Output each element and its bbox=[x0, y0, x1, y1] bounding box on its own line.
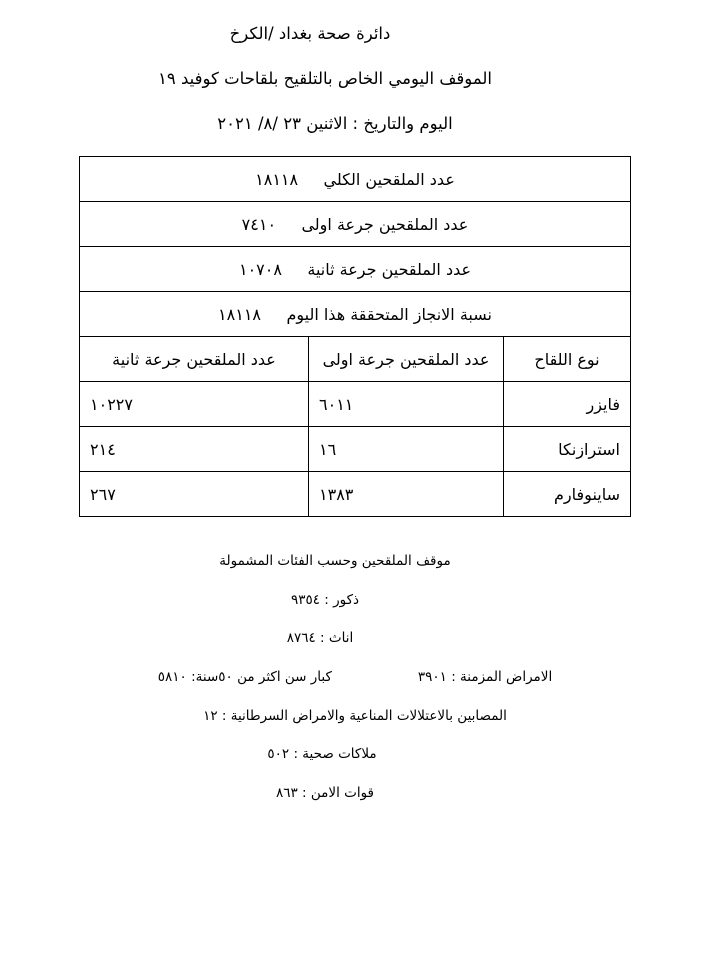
document-header bbox=[36, 22, 674, 136]
table-row bbox=[80, 382, 631, 427]
summary-row-total bbox=[80, 157, 631, 202]
footer-chronic: الامراض المزمنة : ٣٩٠١ bbox=[417, 669, 553, 686]
column-header-vaccine: نوع اللقاح bbox=[504, 337, 631, 382]
cell-dose2-count: ١٠٢٢٧ bbox=[80, 382, 309, 427]
footer-immuno: المصابين بالاعتلالات المناعية والامراض السرطانية : ١٢ bbox=[203, 707, 507, 724]
header-report-title: الموقف اليومي الخاص بالتلقيح بلقاحات كوفيد ١٩ bbox=[158, 68, 492, 88]
summary-dose2-value: ١٠٧٠٨ bbox=[238, 259, 282, 279]
cell-vaccine-name: استرازنكا bbox=[504, 427, 631, 472]
footer-title: موقف الملقحين وحسب الفئات المشمولة bbox=[219, 553, 451, 570]
summary-row-daily-rate bbox=[80, 292, 631, 337]
summary-cell-total bbox=[80, 157, 631, 202]
summary-dose1-value: ٧٤١٠ bbox=[241, 214, 277, 234]
cell-vaccine-name: فايزر bbox=[504, 382, 631, 427]
footer-health-staff: ملاكات صحية : ٥٠٢ bbox=[267, 746, 377, 763]
table-header-row bbox=[80, 337, 631, 382]
footer-row-elderly-chronic bbox=[36, 667, 674, 689]
footer-elderly: كبار سن اكثر من ٥٠سنة: ٥٨١٠ bbox=[157, 669, 332, 686]
column-header-dose2: عدد الملقحين جرعة ثانية bbox=[80, 337, 309, 382]
cell-dose1-count: ١٦ bbox=[309, 427, 504, 472]
summary-dose1-label: عدد الملقحين جرعة اولى bbox=[301, 214, 469, 234]
summary-dose2-label: عدد الملقحين جرعة ثانية bbox=[307, 259, 472, 279]
header-date: اليوم والتاريخ : الاثنين ٢٣ /٨/ ٢٠٢١ bbox=[217, 113, 453, 133]
table-row bbox=[80, 472, 631, 517]
header-organization: دائرة صحة بغداد /الكرخ bbox=[229, 24, 391, 43]
summary-daily-rate-label: نسبة الانجاز المتحققة هذا اليوم bbox=[286, 304, 492, 324]
table-row bbox=[80, 427, 631, 472]
summary-cell-dose1 bbox=[80, 202, 631, 247]
footer-security: قوات الامن : ٨٦٣ bbox=[275, 784, 375, 801]
summary-cell-daily-rate bbox=[80, 292, 631, 337]
cell-dose2-count: ٢٦٧ bbox=[80, 472, 309, 517]
cell-dose1-count: ١٣٨٣ bbox=[309, 472, 504, 517]
cell-dose1-count: ٦٠١١ bbox=[309, 382, 504, 427]
vaccination-table bbox=[79, 156, 631, 517]
summary-cell-dose2 bbox=[80, 247, 631, 292]
footer-categories bbox=[36, 551, 674, 804]
summary-row-dose1 bbox=[80, 202, 631, 247]
summary-total-value: ١٨١١٨ bbox=[255, 169, 299, 189]
cell-vaccine-name: ساينوفارم bbox=[504, 472, 631, 517]
summary-daily-rate-value: ١٨١١٨ bbox=[218, 304, 261, 324]
summary-row-dose2 bbox=[80, 247, 631, 292]
cell-dose2-count: ٢١٤ bbox=[80, 427, 309, 472]
summary-total-label: عدد الملقحين الكلي bbox=[323, 169, 455, 189]
footer-females: اناث : ٨٧٦٤ bbox=[286, 630, 354, 647]
column-header-dose1: عدد الملقحين جرعة اولى bbox=[309, 337, 504, 382]
footer-males: ذكور : ٩٣٥٤ bbox=[290, 591, 360, 608]
